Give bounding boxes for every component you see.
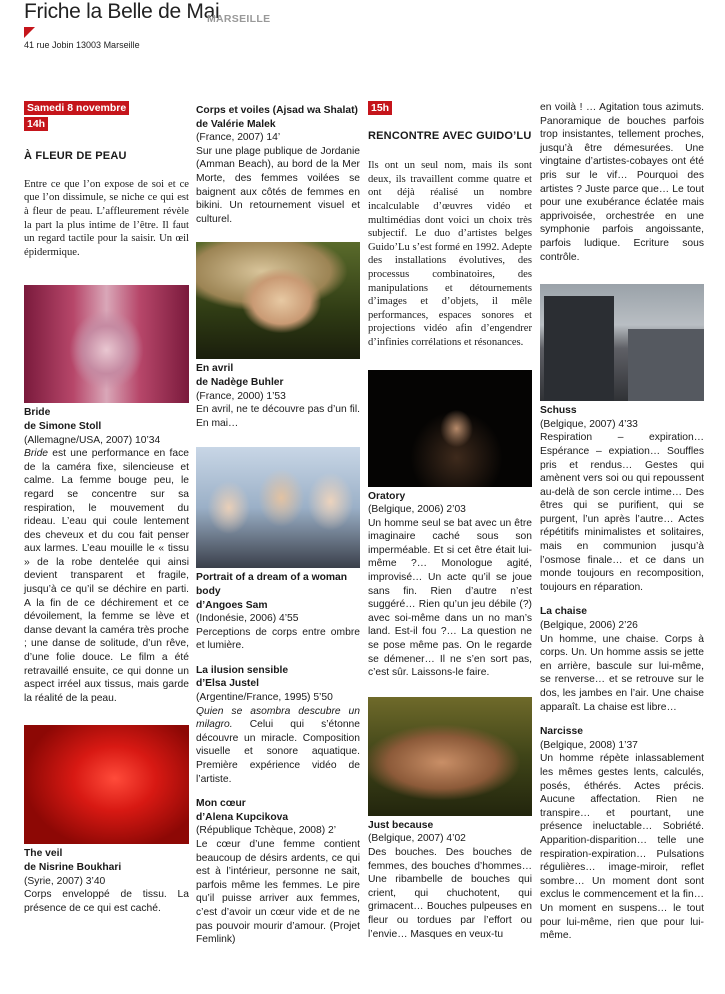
film-title: Mon cœur	[196, 798, 246, 810]
film-title: Corps et voiles (Ajsad wa Shalat)	[196, 105, 358, 116]
film-still-bride	[24, 285, 189, 403]
red-triangle-icon	[24, 27, 35, 38]
film-meta: (Belgique, 2007) 4’02	[368, 833, 466, 845]
film-author: d’Elsa Justel	[196, 678, 259, 690]
film-meta: (Allemagne/USA, 2007) 10’34	[24, 434, 161, 446]
film-title: Bride	[24, 407, 51, 419]
film-description-text: Celui qui s’étonne découvre un miracle. Composition visuelle et sonore aquatique. Première expérience vidéo de l’artiste.	[196, 719, 360, 785]
film-description: En avril, ne te découvre pas d’un fil. En mai…	[196, 404, 360, 429]
film-description: Sur une plage publique de Jordanie (Amman Beach), au bord de la Mer Morte, des femmes voilées se baignent aux côtés de femmes en bikini. Un retournement visuel et culturel.	[196, 145, 360, 225]
column-1	[24, 101, 189, 915]
film-title: Schuss	[540, 405, 577, 417]
film-title: Oratory	[368, 490, 406, 502]
film-title: La ilusion sensible	[196, 664, 289, 676]
film-title: The veil	[24, 848, 63, 860]
film-author: d’Angoes Sam	[196, 599, 268, 611]
date-tag: Samedi 8 novembre	[24, 101, 129, 115]
film-description: Un homme, une chaise. Corps à corps. Un. Un homme assis se jette en arrière, bascule sur lui-même, se renverse… et se retrouve sur le dos, les jambes en l’air. Une chaise apparaît. La chaise est libre…	[540, 633, 704, 713]
film-description: Perceptions de corps entre ombre et lumière.	[196, 626, 360, 652]
film-description	[196, 705, 360, 787]
film-description-text: est une performance en face de la caméra fixe, silencieuse et calme. La femme bouge peu, le regard se concentre sur sa respiration, le mouvement du rideau. L’eau qui coule lentement des cheveux et du cou fait penser aux larmes. L’eau mouille le « tissu » de la robe dentelée qui ainsi devient transparent et fragile, jusqu’à ce qu’il se déchire en parti. A la fin de ce déchirement et ce dévoilement, la femme se lève et danse devant la caméra très proche ; une danse de solitude, d’un rêve, d’une folie douce. Le film a été retravaillé ensuite, ce qui donne un aspect irréel aux tissus, mais garde la réalité de la peau.	[24, 448, 189, 704]
section-title: À FLEUR DE PEAU	[24, 150, 127, 163]
film-title: Just because	[368, 819, 434, 831]
film-still-portrait-of-a-dream	[196, 447, 360, 568]
film-meta: (France, 2007) 14’	[196, 132, 281, 144]
film-meta: (Argentine/France, 1995) 5’50	[196, 692, 333, 704]
column-3	[368, 101, 532, 941]
film-author: de Nisrine Boukhari	[24, 862, 122, 873]
film-description: Respiration – expiration… Espérance – expiation… Souffles pris et rendus… Gestes qui amènent vers soi ou qui repoussent au-delà de son cercle intime… Des êtres qui se purifient, qui se purgent, l’un après l’autre… Actes répétitifs minimalistes et solitaires, mais en communion jusqu’à l’osmose finale… et ce dans un monde toujours en recomposition, toujours en réparation.	[540, 432, 704, 593]
film-title: En avril	[196, 363, 234, 375]
film-description	[24, 447, 189, 705]
section-title-name: GUIDO’LU	[476, 129, 532, 142]
film-description: Des bouches. Des bouches de femmes, des bouches d’hommes… Une ribambelle de bouches qui crient, qui chuchotent, qui grimacent… Bouches pulpeuses en fleur ou tordues par l’effort ou l’envie… Masques en veux-tu	[368, 847, 532, 940]
film-author: de Valérie Malek	[196, 118, 276, 130]
time-tag: 15h	[368, 101, 392, 115]
film-description: Un homme seul se bat avec un être imaginaire caché sous son imperméable. Et si cet être était lui-même ?… Monologue agité, improvisé… Un acte qu’il se joue sans fin. Rien d’autre n’est suggéré… Rien qu’un jeu débile (?) avec soi-même dans un no man’s land. Est-il fou ?… La question ne se pose même pas. On le regarde se démener… Il ne s’en sort pas, c’est sûr. Laissons-le faire.	[368, 517, 532, 679]
film-description: Corps enveloppé de tissu. La présence de ce qui est caché.	[24, 889, 189, 914]
film-meta: (Belgique, 2007) 4’33	[540, 418, 638, 430]
venue-city: MARSEILLE	[207, 13, 271, 25]
film-meta: (Belgique, 2006) 2’03	[368, 504, 466, 516]
film-title: Narcisse	[540, 726, 583, 738]
film-still-the-veil	[24, 725, 189, 844]
film-title: Portrait of a dream of a woman body	[196, 572, 348, 597]
film-meta: (Syrie, 2007) 3’40	[24, 875, 106, 887]
film-meta: (Belgique, 2006) 2’26	[540, 620, 638, 632]
film-description: Le cœur d’une femme contient beaucoup de désirs ardents, ce qui est à l’intérieur, personne ne sait, parfois même les femmes. Le pire qu’il puisse arriver aux femmes, c’est d’avoir un cœur vide et de ne pas pouvoir mourir d’amour. (Projet Femlink)	[196, 839, 360, 946]
section-intro: Ils ont un seul nom, mais ils sont deux, ils travaillent comme quatre et ont déjà réalisé un nombre incalculable d’œuvres vidéo et multimédias dont voici un choix très subjectif. Le duo d’artistes belges Guido’Lu s’est formé en 1992. Adepte des installations évolutives, des processus combinatoires, des manipulations et détournements d’images et d’objets, il mêle performances, espaces sonores et projections vidéo afin d’engendrer d’infinies corrélations et résonances.	[368, 160, 532, 348]
venue-address: 41 rue Jobin 13003 Marseille	[24, 40, 140, 50]
film-still-just-because	[368, 697, 532, 816]
film-meta: (Belgique, 2008) 1’37	[540, 739, 638, 751]
time-tag: 14h	[24, 117, 48, 131]
film-author: d’Alena Kupcikova	[196, 811, 289, 823]
film-meta: (France, 2000) 1’53	[196, 390, 286, 402]
column-2	[196, 101, 360, 947]
section-title	[368, 130, 532, 144]
film-still-schuss	[540, 284, 704, 401]
page-header	[24, 0, 714, 54]
section-intro: Entre ce que l’on expose de soi et ce que l’on dissimule, se niche ce qui est à fleur de peau. L’affleurement révèle la part la plus intime de l’être. Il faut un regard tactile pour la saisir. Un œil épidermique.	[24, 178, 189, 258]
film-title: La chaise	[540, 606, 587, 618]
film-still-en-avril	[196, 242, 360, 359]
column-4	[540, 101, 704, 943]
film-author: de Nadège Buhler	[196, 376, 284, 388]
film-still-oratory	[368, 370, 532, 487]
film-description: Un homme répète inlassablement les mêmes gestes lents, calculés, posés, éthérés. Actes précis. Aucune affectation. Rien ne transpire… et pourtant, une présence ineluctable… Sobriété. Apparition-disparition… telle une respiration-expiration… Pulsations régulières… image-miroir, reflet sombre… Un moment dont sont exclus le commencement et la fin… Un moment en suspens… le tout pour lui-même, rien que pour lui-même.	[540, 753, 704, 942]
film-meta: (Indonésie, 2006) 4’55	[196, 613, 299, 625]
continued-description: en voilà ! … Agitation tous azimuts. Panoramique de bouches parfois trop insistantes, tellement proches, jusqu’à être démesurées. Une vingtaine d’artistes-cobayes ont été pris sur le vif… Pourquoi des artistes ? Juste parce que… Le tout pour une exubérance éclatée mais apprivoisée, orchestrée en une symphonie parfois angoissante, parfois ludique. Ecriture sous contrôle.	[540, 102, 704, 263]
section-title-prefix: RENCONTRE AVEC	[368, 129, 477, 142]
venue-title: Friche la Belle de Mai	[24, 0, 220, 23]
film-author: de Simone Stoll	[24, 420, 102, 432]
film-meta: (République Tchèque, 2008) 2’	[196, 825, 337, 837]
film-description-italic: Bride	[24, 448, 49, 460]
film-description-italic: Quien se asombra descubre un milagro.	[196, 705, 360, 731]
